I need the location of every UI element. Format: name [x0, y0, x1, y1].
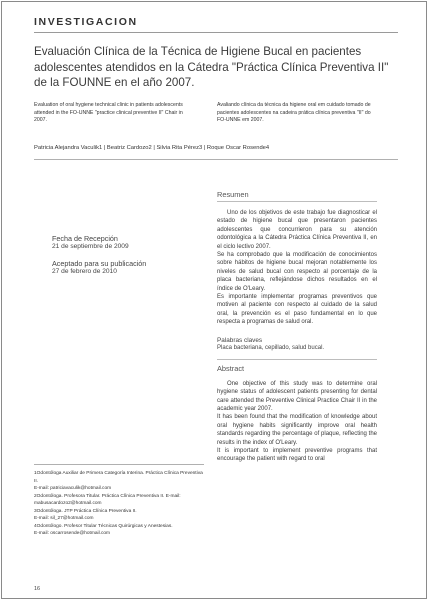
- english-title: Evaluation of oral hygiene technical clinic in patients adolescents attended in the FO-UNNE "practice clinical preventive II" Chair in 2007.: [34, 102, 183, 123]
- header-divider: [34, 32, 398, 33]
- abstract-paragraph-2: It has been found that the modification of knowledge about oral hygiene habits significantly improve oral health standards regarding the percentage of plaque, reflecting the results in the index of O'Leary.: [217, 414, 377, 446]
- journal-page: [1, 1, 427, 599]
- footnote-2: 2Odontóloga. Profesora Titular. Práctica Clínica Preventiva II. E-mail: mabusacardozo2@hotmail.com: [34, 493, 181, 506]
- keywords-divider: [217, 359, 377, 360]
- received-date: 21 de septiembre de 2009: [52, 243, 129, 250]
- section-label: INVESTIGACION: [34, 16, 138, 28]
- resumen-heading: Resumen: [217, 190, 377, 202]
- footnote-4: 4Odontólogo. Profesor Titular Técnicas Quirúrgicas y Anestesias.: [34, 523, 173, 529]
- summary-column: [217, 190, 377, 464]
- resumen-paragraph-1: Uno de los objetivos de este trabajo fue diagnosticar el estado de higiene bucal que presentaron pacientes adolescentes que concurrieron para su atención odontológica a la Cátedra Práctica Clínica Preventiva II, en el ciclo lectivo 2007.: [217, 210, 377, 250]
- article-title: Evaluación Clínica de la Técnica de Higiene Bucal en pacientes adolescentes atendidos en la Cátedra "Práctica Clínica Preventiva II" de la FOUNNE en el año 2007.: [34, 45, 389, 89]
- author-list: Patricia Alejandra Vaculik1 | Beatriz Cardozo2 | Silvia Rita Pérez3 | Roque Oscar Rosende4: [34, 145, 270, 151]
- footnotes-divider: [34, 464, 204, 465]
- footnote-3: 3Odontóloga. JTP Práctica Clínica Preventiva II.: [34, 508, 137, 514]
- footnote-3-email: E-mail: sil_27@hotmail.com: [34, 516, 94, 521]
- abstract-heading: Abstract: [217, 363, 245, 373]
- dates-block: [52, 234, 202, 284]
- authors-divider: [34, 159, 398, 160]
- accepted-date: 27 de febrero de 2010: [52, 268, 117, 275]
- footnotes: [34, 470, 204, 538]
- abstract-paragraph-1: One objective of this study was to determine oral hygiene status of adolescent patients presenting for dental care attended the Preventive Clinical Practice Chair II in the academic year 2007.: [217, 380, 377, 412]
- resumen-paragraph-3: Es importante implementar programas preventivos que motiven al paciente con respecto al cuidado de la salud oral, la prevención es el paso fundamental en lo que respecta a programas de salud oral.: [217, 294, 377, 326]
- page-number: 16: [34, 586, 41, 592]
- received-label: Fecha de Recepción: [52, 234, 118, 243]
- footnote-1-email: E-mail: patriciavaculik@hotmail.com: [34, 486, 112, 491]
- resumen-paragraph-2: Se ha comprobado que la modificación de conocimientos sobre hábitos de higiene bucal mejoran notablemente los niveles de salud bucal con respecto al porcentaje de la placa bacteriana, reflejándose dichos resultados en el índice de O'Leary.: [217, 252, 377, 292]
- portuguese-title: Avaliando clínica da técnica da higiene oral em cuidado tomado de pacientes adolescentes na cadeira prática clínica preventiva "II" do FO-UNNE em 2007.: [217, 102, 371, 123]
- keywords-label: Palabras claves: [217, 336, 263, 344]
- footnote-4-email: E-mail: oscarrosende@hotmail.com: [34, 531, 111, 536]
- accepted-label: Aceptado para su publicación: [52, 259, 147, 268]
- footnote-1: 1Odontóloga Auxiliar de Primera Categoría Interina. Práctica Clínica Preventiva II.: [34, 471, 203, 484]
- abstract-paragraph-3: It is important to implement preventive programs that encourage the patient with regard to oral: [217, 447, 377, 463]
- keywords: Placa bacteriana, cepillado, salud bucal.: [217, 344, 325, 351]
